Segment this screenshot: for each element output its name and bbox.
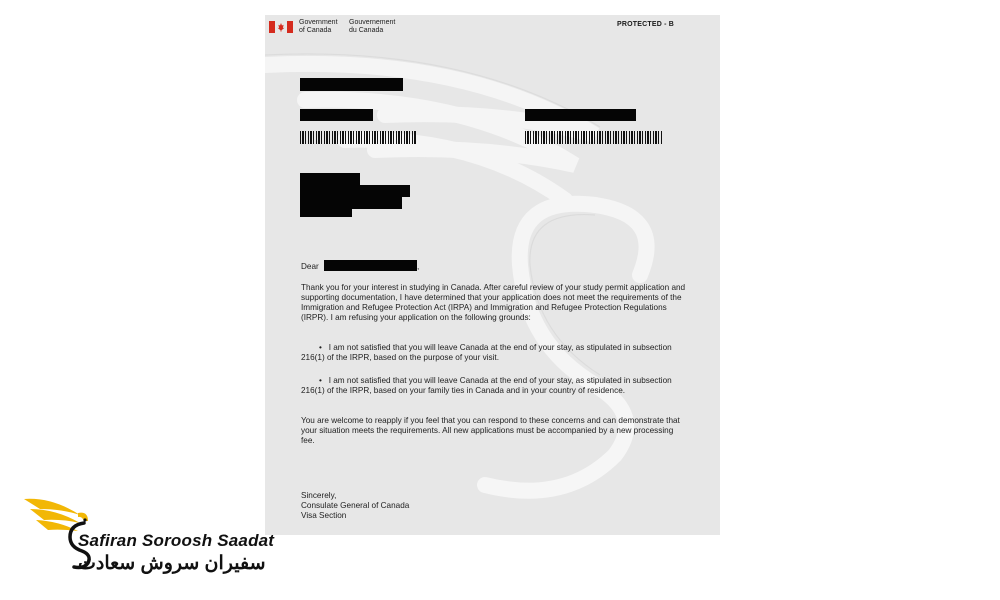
- bullet-icon: •: [319, 376, 329, 385]
- barcode-redacted: [300, 131, 417, 144]
- government-fr: [349, 19, 395, 34]
- redaction-block: [300, 185, 410, 197]
- gov-fr-line2: du Canada: [349, 26, 384, 34]
- redaction-block: [300, 109, 373, 121]
- barcode-redacted: [525, 131, 662, 144]
- salutation: [301, 260, 461, 272]
- signature-line2: Visa Section: [301, 511, 347, 520]
- gov-en-line1: Government: [299, 19, 338, 26]
- paragraph-reapply: You are welcome to reapply if you feel that you can respond to these concerns and can demonstrate that your situation meets the requirements. All new applications must be accompanied by a new processing fee.: [301, 416, 680, 445]
- closing: Sincerely,: [301, 491, 337, 500]
- redaction-block: [300, 173, 360, 185]
- refusal-ground-1: [301, 343, 686, 363]
- salutation-comma: ,: [417, 262, 420, 271]
- refusal-ground-1-text: I am not satisfied that you will leave Canada at the end of your stay, as stipulated in subsection 216(1) of the IRPR, based on the purpose of your visit.: [301, 343, 672, 362]
- signature-line1: Consulate General of Canada: [301, 501, 410, 510]
- classification-label: PROTECTED - B: [617, 21, 675, 28]
- gov-en-line2: of Canada: [299, 26, 332, 34]
- canada-flag-icon: [269, 21, 293, 33]
- refusal-ground-2: [301, 376, 686, 396]
- refusal-ground-2-text: I am not satisfied that you will leave Canada at the end of your stay, as stipulated in subsection 216(1) of the IRPR, based on your family ties in Canada and in your country of residence.: [301, 376, 672, 395]
- gov-fr-line1: Gouvernement: [349, 19, 396, 26]
- refusal-letter: [265, 15, 720, 535]
- paragraph-intro: Thank you for your interest in studying in Canada. After careful review of your study permit application and supporting documentation, I have determined that your application does not meet the requirements of the Immigration and Refugee Protection Act (IRPA) and Immigration and Refugee Protection Regulations (IRPR). I am refusing your application on the following grounds:: [301, 283, 686, 322]
- redaction-block: [525, 109, 636, 121]
- government-en: [299, 19, 338, 34]
- signature-block: [301, 491, 601, 521]
- brand-name-fa: سفیران سروش سعادت: [78, 553, 266, 574]
- recipient-name-redacted: [324, 260, 420, 271]
- redaction-block: [300, 208, 352, 217]
- watermark-bird-icon: [265, 15, 720, 535]
- redaction-block: [300, 78, 403, 91]
- bullet-icon: •: [319, 343, 329, 352]
- salutation-dear: Dear: [301, 262, 319, 271]
- brand-name-en: Safiran Soroosh Saadat: [78, 531, 275, 550]
